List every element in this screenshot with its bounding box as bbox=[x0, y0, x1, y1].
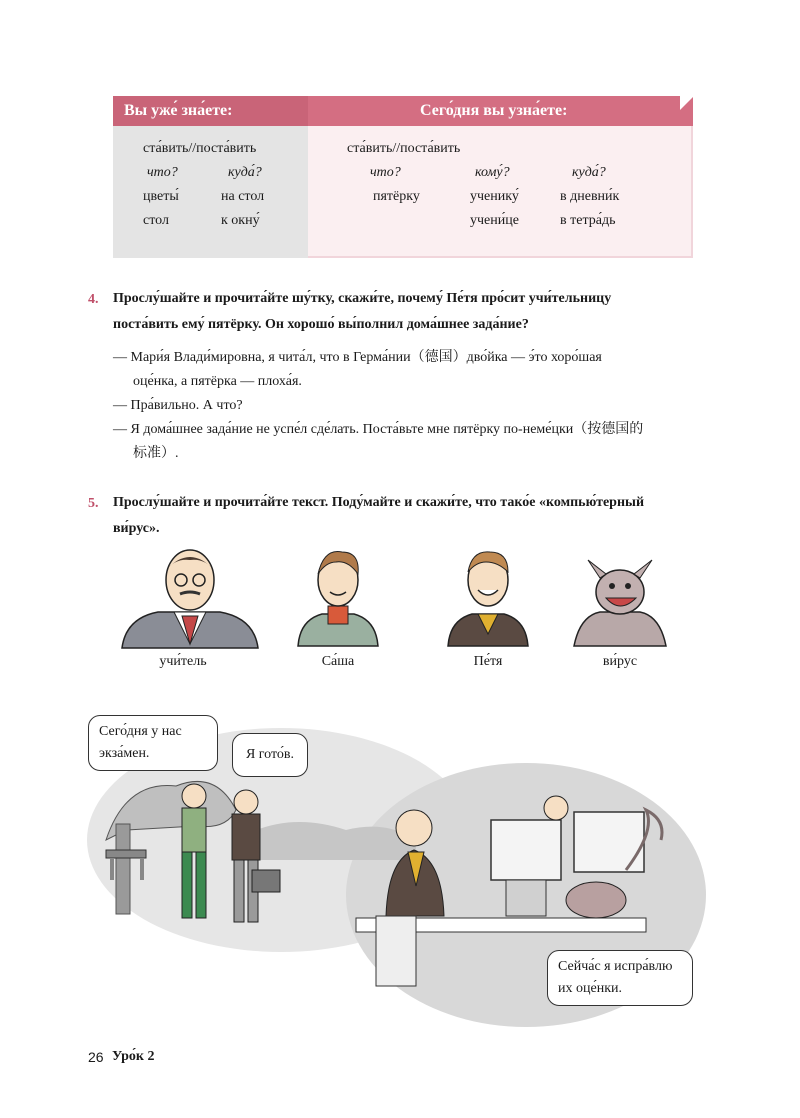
dialogue-line-1: — Мари́я Влади́мировна, я чита́л, что в Герма́нии（德国）дво́йка — э́то хоро́шая bbox=[113, 350, 602, 365]
dialogue-line-4: — Я дома́шнее зада́ние не успе́л сде́лать. Поста́вьте мне пятёрку по-неме́цки（按德国的 bbox=[113, 422, 644, 437]
bubble-sasha-line2: экза́мен. bbox=[99, 746, 150, 761]
new-verb: ста́вить//поста́вить bbox=[347, 141, 461, 156]
petya-illustration bbox=[446, 544, 530, 648]
new-r1c3: в дневни́к bbox=[560, 189, 620, 204]
bubble-virus-line2: их оце́нки. bbox=[558, 981, 622, 996]
bubble-virus bbox=[547, 950, 693, 1006]
new-r1c1: пятёрку bbox=[373, 189, 420, 204]
known-verb: ста́вить//поста́вить bbox=[143, 141, 257, 156]
sasha-illustration bbox=[296, 544, 380, 648]
new-title: Сего́дня вы узна́ете: bbox=[420, 102, 568, 119]
new-r2c2: учени́це bbox=[470, 213, 519, 228]
label-petya: Пе́тя bbox=[473, 654, 503, 669]
known-title: Вы уже́ зна́ете: bbox=[124, 102, 233, 119]
lesson-label: Уро́к 2 bbox=[112, 1049, 155, 1064]
known-r1c2: на стол bbox=[221, 189, 265, 204]
known-q2: куда́? bbox=[228, 165, 262, 180]
header-corner bbox=[680, 96, 694, 110]
label-teacher: учи́тель bbox=[159, 654, 207, 669]
bubble-virus-line1: Сейча́с я испра́влю bbox=[558, 959, 673, 974]
known-r2c1: стол bbox=[143, 213, 169, 228]
label-virus: ви́рус bbox=[602, 654, 638, 669]
new-r1c2: ученику́ bbox=[470, 189, 519, 204]
known-r1c1: цветы́ bbox=[143, 189, 179, 204]
dialogue-line-3: — Пра́вильно. А что? bbox=[113, 398, 243, 413]
dialogue-line-5: 标准）. bbox=[133, 446, 179, 461]
teacher-illustration bbox=[118, 548, 260, 650]
known-r2c2: к окну́ bbox=[221, 213, 260, 228]
known-q1: что? bbox=[147, 165, 178, 180]
virus-illustration bbox=[570, 556, 670, 648]
exercise-5-number: 5. bbox=[88, 496, 99, 511]
new-q2: кому́? bbox=[475, 165, 510, 180]
new-r2c3: в тетра́дь bbox=[560, 213, 616, 228]
exercise-4-number: 4. bbox=[88, 292, 99, 307]
bubble-sasha-line1: Сего́дня у нас bbox=[99, 724, 182, 739]
bubble-petya: Я гото́в. bbox=[232, 733, 308, 777]
page-number: 26 bbox=[88, 1049, 104, 1065]
new-q1: что? bbox=[370, 165, 401, 180]
exercise-5-line1: Прослу́шайте и прочита́йте текст. Поду́майте и скажи́те, что тако́е «компью́терный bbox=[113, 495, 645, 510]
label-sasha: Са́ша bbox=[321, 654, 355, 669]
dialogue-line-2: оце́нка, а пятёрка — плоха́я. bbox=[133, 374, 302, 389]
new-q3: куда́? bbox=[572, 165, 606, 180]
exercise-4-line1: Прослу́шайте и прочита́йте шу́тку, скажи́те, почему́ Пе́тя про́сит учи́тельницу bbox=[113, 291, 612, 306]
exercise-5-line2: ви́рус». bbox=[113, 521, 160, 536]
bubble-sasha bbox=[88, 715, 218, 771]
exercise-4-line2: поста́вить ему́ пятёрку. Он хорошо́ вы́полнил дома́шнее зада́ние? bbox=[113, 317, 529, 332]
